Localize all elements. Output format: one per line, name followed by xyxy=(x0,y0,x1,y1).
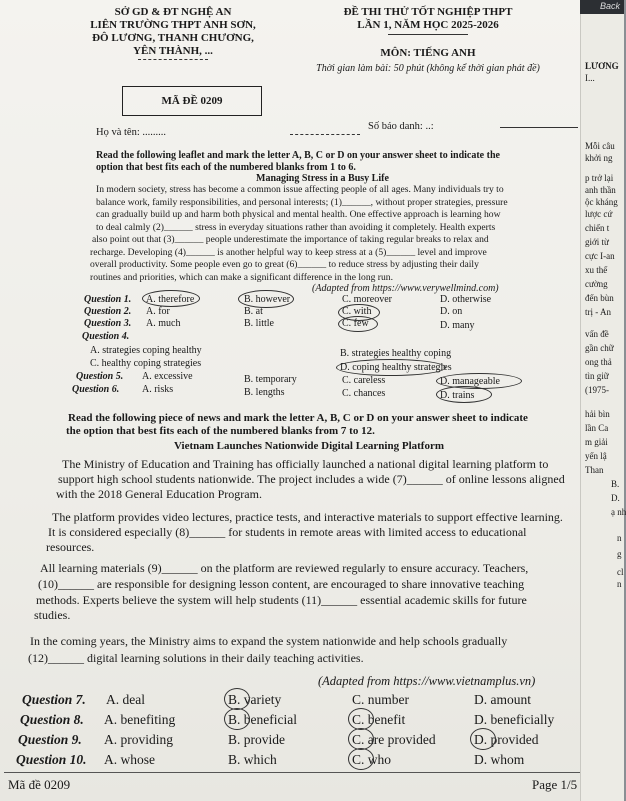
adjacent-page xyxy=(580,0,624,801)
passage-line: to deal calmly (2)______ stress in everyday situations rather than avoiding it completely. Health experts xyxy=(96,221,496,233)
side-text: D. xyxy=(611,493,620,503)
footer-page-number: Page 1/5 xyxy=(532,777,578,792)
passage-line: All learning materials (9)______ on the platform are reviewed regularly to ensure accuracy. Teachers, xyxy=(40,561,529,575)
option-b[interactable]: B. lengths xyxy=(244,387,285,398)
section1-instruction: Read the following leaflet and mark the letter A, B, C or D on your answer sheet to indicate the xyxy=(96,150,500,161)
passage-line: studies. xyxy=(34,608,71,622)
question-label: Question 6. xyxy=(72,384,120,395)
passage-line: resources. xyxy=(46,540,95,554)
passage-line: can gradually build up and harm both physical and mental health. One effective approach is learning how xyxy=(96,209,501,220)
option-c[interactable]: C. chances xyxy=(342,388,386,399)
option-d[interactable]: D. many xyxy=(440,320,475,331)
side-text: hải bìn xyxy=(585,409,610,419)
option-b[interactable]: B. variety xyxy=(228,692,282,707)
option-d[interactable]: D. trains xyxy=(440,390,475,401)
name-field: Họ và tên: ......... xyxy=(96,127,166,138)
passage-line: (10)______ are responsible for designing lesson content, are encouraged to share innovative teaching xyxy=(38,577,525,591)
divider xyxy=(138,59,208,60)
answer-mark xyxy=(224,708,250,730)
passage-line: It is considered especially (8)______ for students in remote areas with limited access to educational xyxy=(48,525,527,539)
side-text: n xyxy=(617,533,622,543)
side-text: lược cứ xyxy=(585,209,613,219)
side-text: giới từ xyxy=(585,237,609,247)
divider xyxy=(290,134,360,135)
question-label: Question 8. xyxy=(20,712,84,727)
side-text: Mỗi câu xyxy=(585,141,615,151)
option-c[interactable]: C. careless xyxy=(342,375,386,386)
footer-rule xyxy=(4,772,580,773)
passage-line: The platform provides video lectures, practice tests, and interactive materials to support effective learning. xyxy=(52,510,563,524)
subject-label: MÔN: TIẾNG ANH xyxy=(380,47,476,59)
option-a[interactable]: A. risks xyxy=(142,384,174,395)
option-c[interactable]: C. who xyxy=(352,752,392,767)
option-c[interactable]: C. are provided xyxy=(352,732,436,747)
side-text: tìn giữ xyxy=(585,371,609,381)
side-text: Than xyxy=(585,465,604,475)
option-b[interactable]: B. provide xyxy=(228,732,285,747)
option-b[interactable]: B. little xyxy=(244,318,274,329)
option-a[interactable]: A. whose xyxy=(104,752,155,767)
answer-mark xyxy=(348,748,374,770)
option-d[interactable]: D. beneficially xyxy=(474,712,555,727)
exam-code-box: MÃ ĐỀ 0209 xyxy=(122,86,262,116)
header-line: ĐÔ LƯƠNG, THANH CHƯƠNG, xyxy=(92,32,254,44)
side-text: p trở lại xyxy=(585,173,614,183)
section2-instruction: the option that best fits each of the numbered blanks from 7 to 12. xyxy=(66,425,375,437)
passage-line: routines and priorities, which can make a significant difference in the long run. xyxy=(90,271,393,283)
passage-line: methods. Experts believe the system will help students (11)______ essential academic skills for future xyxy=(36,593,527,607)
exam-subtitle: LẦN 1, NĂM HỌC 2025-2026 xyxy=(357,19,499,31)
answer-mark xyxy=(348,728,374,750)
side-text: cường xyxy=(585,279,608,289)
option-b[interactable]: B. at xyxy=(244,306,263,317)
side-text: lần Ca xyxy=(585,423,609,433)
passage-line: In modern society, stress has become a common issue affecting people of all ages. Many individuals try to xyxy=(96,184,504,195)
option-a[interactable]: A. therefore xyxy=(146,294,195,305)
side-text: B. xyxy=(611,479,620,489)
question-label: Question 5. xyxy=(76,371,124,382)
divider xyxy=(500,127,578,128)
side-text: cl xyxy=(617,567,624,577)
passage-line: (12)______ digital learning solutions in their daily teaching activities. xyxy=(28,651,364,665)
passage-line: with the 2018 General Education Program. xyxy=(56,487,262,501)
option-a[interactable]: A. strategies coping healthy xyxy=(90,345,202,356)
option-d[interactable]: D. amount xyxy=(474,692,531,707)
option-b[interactable]: B. beneficial xyxy=(228,712,297,727)
side-text: xu thế xyxy=(585,265,608,275)
answer-mark xyxy=(224,688,250,710)
question-label: Question 10. xyxy=(16,752,87,767)
back-tab[interactable]: Back xyxy=(580,0,624,14)
side-text: vấn đề xyxy=(585,329,609,339)
option-c[interactable]: C. benefit xyxy=(352,712,406,727)
side-text: gần chữ xyxy=(585,343,614,353)
side-text: yến lậ xyxy=(585,451,607,461)
passage-line: overall productivity. Some people even go to great (6)______ to reduce stress by adjusting their daily xyxy=(90,259,479,270)
option-a[interactable]: A. for xyxy=(146,306,170,317)
answer-mark xyxy=(338,316,378,332)
option-c[interactable]: C. healthy coping strategies xyxy=(90,358,202,369)
option-c[interactable]: C. moreover xyxy=(342,294,392,305)
passage-line: In the coming years, the Ministry aims to expand the system nationwide and help schools gradually xyxy=(30,634,508,648)
option-a[interactable]: A. excessive xyxy=(142,371,193,382)
passage-line: balance work, family responsibilities, and personal interests; (1)______, without proper strategies, pressure xyxy=(96,196,508,208)
side-text: trị - An xyxy=(585,307,611,317)
question-label: Question 7. xyxy=(22,692,86,707)
question-label: Question 4. xyxy=(82,331,130,342)
side-text: LƯƠNG xyxy=(585,61,619,71)
option-a[interactable]: A. much xyxy=(146,318,181,329)
passage-line: The Ministry of Education and Training has officially launched a national digital learning platform to xyxy=(62,457,549,471)
option-a[interactable]: A. benefiting xyxy=(104,712,176,727)
header-line: LIÊN TRƯỜNG THPT ANH SƠN, xyxy=(90,19,256,31)
question-label: Question 3. xyxy=(84,318,132,329)
side-text: m giải xyxy=(585,437,608,447)
time-label: Thời gian làm bài: 50 phút (không kể thời gian phát đề) xyxy=(316,63,540,74)
option-b[interactable]: B. however xyxy=(244,294,291,305)
option-d[interactable]: D. manageable xyxy=(440,376,500,387)
answer-mark xyxy=(436,386,492,403)
option-c[interactable]: C. with xyxy=(342,306,372,317)
side-text: cực I-an xyxy=(585,251,615,261)
answer-mark xyxy=(470,728,496,750)
side-text: ộc kháng xyxy=(585,197,618,207)
section2-instruction: Read the following piece of news and mark the letter A, B, C or D on your answer sheet to indicate xyxy=(68,412,528,424)
option-b[interactable]: B. temporary xyxy=(244,374,297,385)
exam-header xyxy=(278,6,578,75)
source-note: (Adapted from https://www.verywellmind.com) xyxy=(312,283,499,294)
question-label: Question 2. xyxy=(84,306,132,317)
exam-title: ĐỀ THI THỬ TỐT NGHIỆP THPT xyxy=(343,6,513,18)
side-text: g xyxy=(617,549,622,559)
divider xyxy=(388,34,468,35)
header-line: SỞ GD & ĐT NGHỆ AN xyxy=(114,6,232,18)
answer-mark xyxy=(348,708,374,730)
option-d[interactable]: D. otherwise xyxy=(440,294,492,305)
side-text: n xyxy=(617,579,622,589)
option-a[interactable]: A. providing xyxy=(104,732,173,747)
side-text: I... xyxy=(585,73,595,83)
option-c[interactable]: C. number xyxy=(352,692,409,707)
passage-title: Vietnam Launches Nationwide Digital Learning Platform xyxy=(174,440,444,452)
answer-mark xyxy=(336,359,446,376)
side-text: ong thả xyxy=(585,357,612,367)
footer-exam-code: Mã đề 0209 xyxy=(8,777,71,792)
candidate-number-field: Số báo danh: ..: xyxy=(368,121,434,132)
side-text: khởi ng xyxy=(585,153,613,163)
section1-instruction: option that best fits each of the numbered blanks from 1 to 6. xyxy=(96,162,356,173)
header-line: YÊN THÀNH, ... xyxy=(133,45,213,57)
option-d[interactable]: D. coping healthy strategies xyxy=(340,362,452,373)
option-d[interactable]: D. on xyxy=(440,306,463,317)
passage-line: also point out that (3)______ people underestimate the importance of taking regular breaks to relax and xyxy=(92,234,489,245)
side-text: ạ nh xyxy=(611,507,626,517)
side-text: (1975- xyxy=(585,385,609,395)
question-label: Question 9. xyxy=(18,732,82,747)
option-b[interactable]: B. which xyxy=(228,752,277,767)
option-d[interactable]: D. provided xyxy=(474,732,539,747)
side-text: đến bùn xyxy=(585,293,614,303)
option-b[interactable]: B. strategies healthy coping xyxy=(340,348,452,359)
option-d[interactable]: D. whom xyxy=(474,752,525,767)
passage-line: support high school students nationwide. The project includes a wide (7)______ of online lessons aligned xyxy=(58,472,565,486)
answer-mark xyxy=(238,290,294,308)
question-label: Question 1. xyxy=(84,294,132,305)
option-c[interactable]: C. few xyxy=(342,318,369,329)
source-note: (Adapted from https://www.vietnamplus.vn) xyxy=(318,674,536,688)
school-header xyxy=(88,6,258,60)
passage-line: recharge. Developing (4)______ is another helpful way to keep stress at a (5)______ level and improve xyxy=(90,246,487,258)
answer-mark xyxy=(142,290,200,307)
option-a[interactable]: A. deal xyxy=(106,692,145,707)
passage-title: Managing Stress in a Busy Life xyxy=(256,173,389,184)
side-text: chiến t xyxy=(585,223,610,233)
side-text: anh thần xyxy=(585,185,616,195)
